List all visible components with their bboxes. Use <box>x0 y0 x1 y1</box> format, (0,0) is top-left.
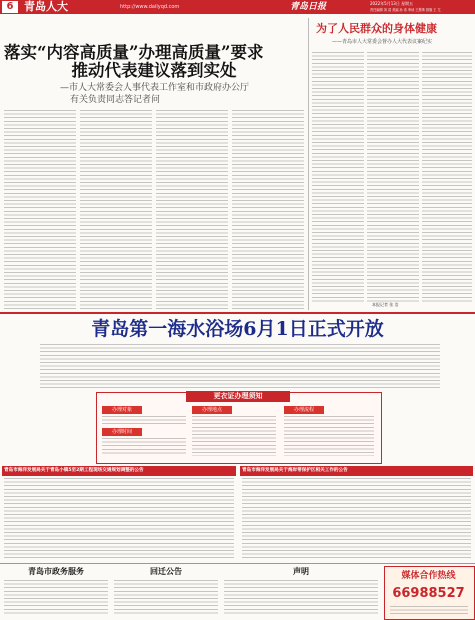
col3-body <box>224 580 378 616</box>
beach-box2-text <box>102 438 186 456</box>
article1-subhead-line1: —市人大常委会人事代表工作室和市政府办公厅 <box>60 83 250 93</box>
col3-title: 声明 <box>293 567 309 576</box>
notice-left-body <box>4 478 234 560</box>
notice-right-body <box>242 478 471 560</box>
article2-body-col1 <box>312 52 364 302</box>
notice-right-title: 青岛市海洋发展局关于海岸带保护区相关工作的公告 <box>242 468 348 473</box>
article2-headline: 为了人民群众的身体健康 <box>316 22 437 35</box>
brand-logo: 青岛日报 <box>290 2 327 12</box>
article2-subhead: ——青岛市人大常委会督办人大代表议案纪实 <box>332 39 433 45</box>
beach-box2-title: 办理时间 <box>102 428 142 436</box>
col2-body <box>114 580 218 616</box>
beach-box3-title: 办理地点 <box>192 406 232 414</box>
col2-title: 回迁公告 <box>150 567 182 576</box>
beach-intro-text <box>40 344 440 388</box>
column-divider <box>308 18 309 310</box>
ad-phone: 66988527 <box>392 586 465 601</box>
editor-line: 责任编辑 刘 清 美编 孙 希 审读 王慧珠 排版 王 尤 <box>370 8 441 12</box>
beach-box1-title: 办理对象 <box>102 406 142 414</box>
article1-body-col2 <box>80 110 152 310</box>
beach-notice-title: 更衣证办理须知 <box>186 391 290 402</box>
ad-text <box>390 606 468 614</box>
beach-box4-text <box>284 416 374 456</box>
beach-top-rule <box>0 312 475 314</box>
beach-box1-text <box>102 416 186 426</box>
article2-byline: 本报记者 张 浩 <box>372 302 399 307</box>
article1-subhead-line2: 有关负责同志答记者问 <box>70 95 161 105</box>
col1-body <box>4 580 108 616</box>
beach-box3-text <box>192 416 276 456</box>
article2-body-col3 <box>422 52 472 302</box>
ad-title: 媒体合作热线 <box>401 571 456 581</box>
article1-headline-line1: 落实“内容高质量”办理高质量”要求 <box>4 43 264 62</box>
article2-body-col2 <box>367 52 419 302</box>
notice-left-title: 青岛市海洋发展局关于青岛小镇5至2期工程现场交通规划调整的公告 <box>4 468 144 473</box>
article1-body-col1 <box>4 110 76 310</box>
page-number-badge: 6 <box>2 1 18 13</box>
article1-headline-line2: 推动代表建议落到实处 <box>71 61 237 80</box>
article1-body-col4 <box>232 110 304 310</box>
beach-headline: 青岛第一海水浴场6月1日正式开放 <box>91 318 384 340</box>
bottom-rule <box>0 563 475 564</box>
col1-title: 青岛市政务服务 <box>28 567 84 576</box>
beach-box4-title: 办理流程 <box>284 406 324 414</box>
article1-body-col3 <box>156 110 228 310</box>
site-url[interactable]: http://www.dailyqd.com <box>120 4 180 10</box>
section-title: 青岛人大 <box>24 0 68 13</box>
issue-date: 2022年5月13日 星期五 <box>370 1 414 6</box>
